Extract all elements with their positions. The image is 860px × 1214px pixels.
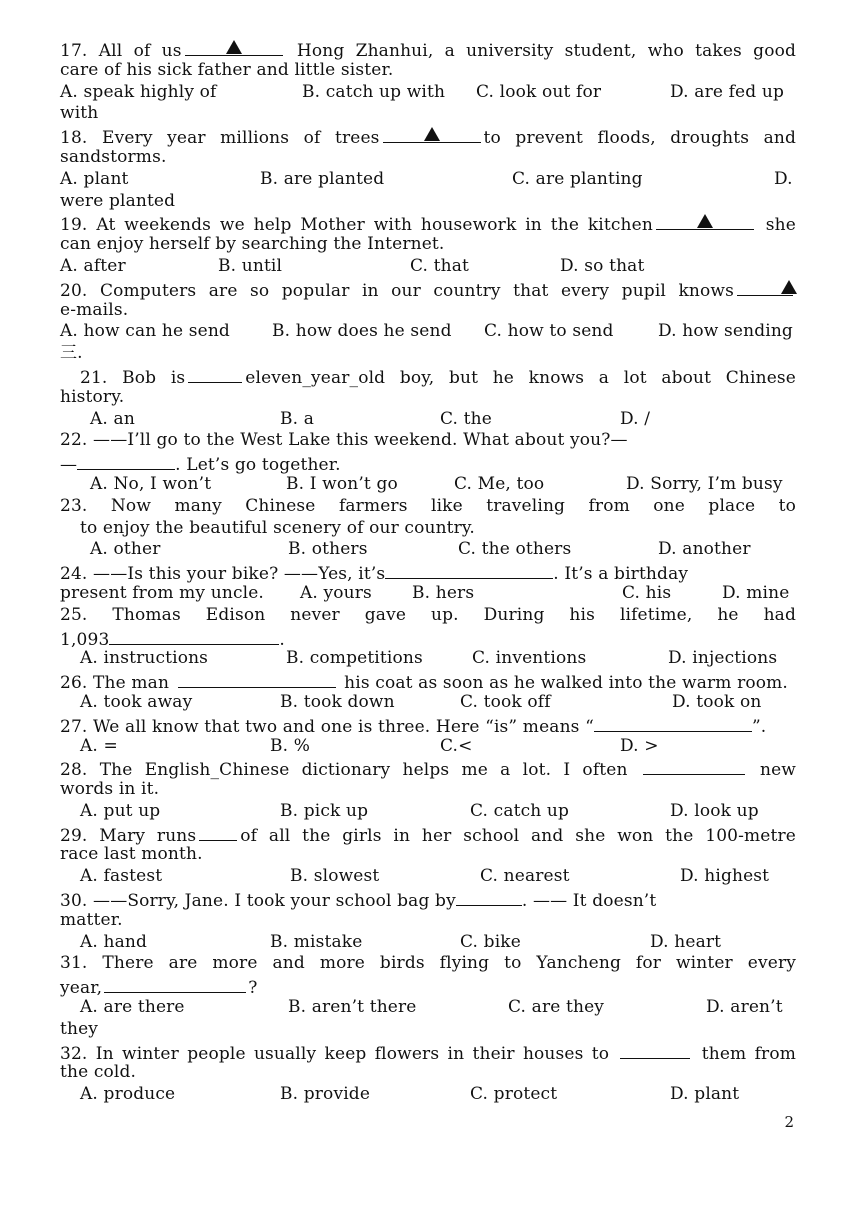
answer-blank[interactable] [77, 452, 175, 470]
q32-line1: 32. In winter people usually keep flowers in their houses to them from [60, 1041, 796, 1063]
answer-blank[interactable] [594, 714, 752, 732]
option[interactable]: B. mistake [270, 931, 363, 952]
option[interactable]: B. how does he send [272, 321, 452, 342]
option[interactable]: A. No, I won’t [90, 473, 212, 494]
triangle-marker [226, 40, 242, 54]
option[interactable]: A. other [90, 539, 161, 560]
q19-options [60, 256, 796, 278]
option[interactable]: C.< [440, 735, 473, 756]
q28-options [60, 801, 796, 823]
answer-blank[interactable] [178, 670, 336, 688]
option[interactable]: D. plant [670, 1084, 740, 1105]
answer-blank[interactable] [104, 975, 246, 993]
answer-blank[interactable] [199, 823, 237, 841]
option[interactable]: D. injections [668, 648, 778, 669]
option[interactable]: B. took down [280, 691, 395, 712]
q19-line1: 19. At weekends we help Mother with housework in the kitchen she [60, 212, 796, 234]
q31-options [60, 997, 796, 1019]
option[interactable]: D. > [620, 735, 659, 756]
q21-line1: 21. Bob is eleven_year_old boy, but he knows a lot about Chinese [60, 365, 796, 387]
q27-line1: 27. We all know that two and one is three. Here “is” means “ ”. [60, 714, 796, 736]
q25-line2: 1,093 . [60, 627, 796, 649]
option[interactable]: A. yours [300, 582, 372, 603]
option[interactable]: C. bike [460, 931, 521, 952]
option[interactable]: A. plant [60, 168, 129, 189]
q22-line2: — . Let’s go together. [60, 452, 796, 474]
option[interactable]: D. how sending [658, 321, 793, 342]
option[interactable]: D. so that [560, 255, 645, 276]
option[interactable]: B. aren’t there [288, 997, 417, 1018]
q30-line1: 30. ——Sorry, Jane. I took your school bag by . —— It doesn’t [60, 888, 796, 910]
q21-options [60, 409, 796, 431]
answer-blank[interactable] [109, 627, 279, 645]
q22-options [60, 474, 796, 496]
q28-line1: 28. The English_Chinese dictionary helps me a lot. I often new [60, 757, 796, 779]
option[interactable]: D. took on [672, 691, 762, 712]
option[interactable]: B. catch up with [302, 81, 446, 102]
option[interactable]: C. that [410, 255, 470, 276]
option[interactable]: B. others [288, 539, 368, 560]
q23-options [60, 539, 796, 561]
q26-options [60, 692, 796, 714]
answer-blank[interactable] [656, 212, 754, 230]
option[interactable]: C. inventions [472, 648, 587, 669]
option[interactable]: D. heart [650, 931, 722, 952]
answer-blank[interactable] [643, 757, 745, 775]
option[interactable]: A. produce [80, 1084, 176, 1105]
option[interactable]: D. look up [670, 800, 759, 821]
q20-options [60, 321, 796, 343]
q29-line1: 29. Mary runs of all the girls in her school and she won the 100-metre [60, 823, 796, 845]
option[interactable]: C. the [440, 408, 492, 429]
question-page: 17. All of us Hong Zhanhui, a university student, who takes good care of his sick father and little sister. A. speak highly of B. catch up with C. look out for D. are fed up with 18. Every year millions of trees to prevent floods, droughts and sandstorms. A. plant B. are planted C. are planting D. were planted 19. At weekends we help Mother with housework in the kitchen she can enjoy herself by searching the Internet. A. after B. until C. that D. so that 20. Computers are so popular in our country that every pupil knows e-mails. A. how can he send B. how does he send C. how to send D. how sending 三. 21. Bob is eleven_year_old boy, but he knows a lot about Chinese history. A. an B. a C. the D. / 22. ——I’ll go to the West Lake this weekend. What about you?— — . Let’s go together. A. No, I won’t B. I won’t go C. Me, too D. Sorry, I’m busy 23. Now many Chinese farmers like traveling from one place to to enjoy the beautiful scenery of our country. A. other B. others C. the others D. another 24. ——Is this your bike? ——Yes, it’s . It’s a birthday present from my uncle. A. yours B. hers C. his D. mine 25. Thomas Edison never gave up. During his lifetime, he had 1,093 . A. instructions B. competitions C. inventions D. injections 26. The man his coat as soon as he walked into the warm room. A. took away B. took down C. took off D. took on 27. We all know that two and one is three. Here “is” means “ ”. A. = B. % C.< D. > 28. The English_Chinese dictionary helps me a lot. I often new words in it. A. put up B. pick up C. catch up D. look up 29. Mary runs of all the girls in her school and she won the 100-metre race last month. A. fastest B. slowest C. nearest D. highest 30. ——Sorry, Jane. I took your school bag by . —— It doesn’t matter. A. hand B. mistake C. bike D. heart 31. There are more and more birds flying to Yancheng for winter every year, ? A. are there B. aren’t there C. are they D. aren’t they 32. In winter people usually keep flowers in their houses to them from the cold. A. produce B. provide C. protect D. plant [60, 38, 796, 1106]
option[interactable]: A. are there [80, 997, 185, 1018]
option[interactable]: D. Sorry, I’m busy [626, 473, 783, 494]
page-number: 2 [784, 1113, 794, 1131]
option[interactable]: D. are fed up [670, 81, 784, 102]
option[interactable]: A. speak highly of [60, 81, 217, 102]
q18-line1: 18. Every year millions of trees to prevent floods, droughts and [60, 125, 796, 147]
option[interactable]: C. how to send [484, 321, 614, 342]
option[interactable]: B. I won’t go [286, 473, 398, 494]
option[interactable]: C. look out for [476, 81, 602, 102]
q32-options [60, 1084, 796, 1106]
option[interactable]: D. mine [722, 582, 790, 603]
answer-blank[interactable] [737, 278, 793, 296]
q25-options [60, 648, 796, 670]
q24-line1: 24. ——Is this your bike? ——Yes, it’s . It’s a birthday [60, 561, 796, 583]
q27-options [60, 736, 796, 758]
triangle-marker [781, 280, 797, 294]
answer-blank[interactable] [383, 125, 481, 143]
option[interactable]: B. % [270, 735, 311, 756]
q26-line1: 26. The man his coat as soon as he walked into the warm room. [60, 670, 796, 692]
option[interactable]: B. slowest [290, 866, 380, 887]
answer-blank[interactable] [456, 888, 522, 906]
option[interactable]: A. put up [80, 800, 161, 821]
option[interactable]: D. highest [680, 866, 770, 887]
option[interactable]: A. instructions [80, 648, 209, 669]
option[interactable]: C. took off [460, 691, 551, 712]
option[interactable]: A. fastest [80, 866, 163, 887]
option[interactable]: C. Me, too [454, 473, 545, 494]
option[interactable]: C. are planting [512, 168, 643, 189]
section-mark: 三. [60, 343, 83, 364]
option[interactable]: B. a [280, 408, 315, 429]
option[interactable]: D. another [658, 539, 751, 560]
option[interactable]: A. after [60, 255, 126, 276]
option[interactable]: B. until [218, 255, 283, 276]
q18-options [60, 169, 796, 191]
q24-line2: present from my uncle. A. yours B. hers C. his D. mine [60, 582, 790, 603]
option[interactable]: A. how can he send [60, 321, 230, 342]
answer-blank[interactable] [620, 1041, 690, 1059]
option[interactable]: D. / [620, 408, 651, 429]
option[interactable]: B. hers [412, 582, 475, 603]
answer-blank[interactable] [188, 365, 242, 383]
option[interactable]: C. catch up [470, 800, 570, 821]
answer-blank[interactable] [185, 38, 283, 56]
option[interactable]: C. protect [470, 1084, 558, 1105]
q20-line1: 20. Computers are so popular in our country that every pupil knows [60, 278, 796, 300]
q17-line1: 17. All of us Hong Zhanhui, a university student, who takes good [60, 38, 796, 60]
option[interactable]: B. competitions [286, 648, 423, 669]
triangle-marker [424, 127, 440, 141]
option[interactable]: D. [774, 168, 793, 189]
option[interactable]: C. his [622, 582, 672, 603]
q30-options [60, 932, 796, 954]
option[interactable]: B. pick up [280, 800, 369, 821]
option[interactable]: C. are they [508, 997, 605, 1018]
option[interactable]: A. took away [80, 691, 193, 712]
option[interactable]: C. nearest [480, 866, 570, 887]
q17-options [60, 82, 796, 104]
option[interactable]: A. hand [80, 931, 148, 952]
q29-options [60, 866, 796, 888]
triangle-marker [697, 214, 713, 228]
option[interactable]: B. provide [280, 1084, 371, 1105]
q31-line2: year, ? [60, 975, 796, 997]
answer-blank[interactable] [385, 561, 553, 579]
option[interactable]: D. aren’t [706, 997, 783, 1018]
option[interactable]: A. an [90, 408, 135, 429]
option[interactable]: B. are planted [260, 168, 385, 189]
option[interactable]: A. = [80, 735, 118, 756]
option[interactable]: C. the others [458, 539, 572, 560]
